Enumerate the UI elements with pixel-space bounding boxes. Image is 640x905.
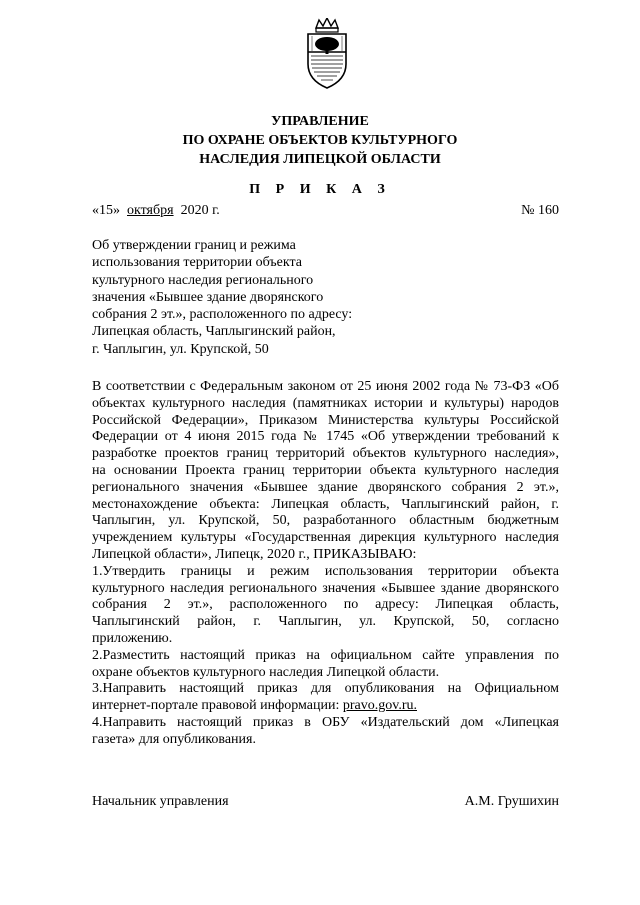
agency-title-line-3: НАСЛЕДИЯ ЛИПЕЦКОЙ ОБЛАСТИ [199,152,441,167]
order-body [92,379,559,749]
coat-of-arms-emblem [302,18,352,90]
subject-line: Об утверждении границ и режима [92,238,296,253]
body-line: 1.Утвердить границы и режим использования территории объекта [92,563,559,579]
body-line: объектах культурного наследия (памятниках истории и культуры) народов [92,395,559,411]
subject-line: использования территории объекта [92,255,302,271]
body-line: Федерации от 4 июня 2015 года № 1745 «Об утверждении требований к [92,429,559,445]
order-date-line [92,202,559,220]
order-day: «15» [92,203,120,218]
subject-line: г. Чаплыгин, ул. Крупской, 50 [92,341,269,357]
signer-name: А.М. Грушихин [464,794,559,809]
signature-block [92,793,559,811]
body-line: 4.Направить настоящий приказ в ОБУ «Издательский дом «Липецкая [92,714,559,730]
body-line: Чаплыгин, ул. Крупской, 50, разработанного областным бюджетным [92,513,559,529]
body-line: Российской Федерации», Приказом Министерства культуры Российской [92,412,559,428]
order-year: 2020 г. [180,203,220,218]
agency-title-line-2: ПО ОХРАНЕ ОБЪЕКТОВ КУЛЬТУРНОГО [182,133,458,148]
subject-line: Липецкая область, Чаплыгинский район, [92,324,336,340]
body-line: местонахождение объекта: Липецкая область, Чаплыгинский район, г. [92,496,559,512]
subject-line: собрания 2 эт.», расположенного по адресу: [92,307,353,323]
body-line-with-link [92,698,559,715]
order-subject [92,237,392,358]
pravo-gov-link[interactable]: pravo.gov.ru. [342,698,417,714]
order-title: П Р И К А З [249,182,391,197]
body-line-text: интернет-портале правовой информации: [92,698,340,714]
body-line: В соответствии с Федеральным законом от 25 июня 2002 года № 73-ФЗ «Об [92,379,559,394]
order-number: № 160 [521,203,559,218]
body-line: на основании Проекта границ территории объекта культурного наследия [92,462,559,478]
body-line: собрания 2 эт.», расположенного по адресу: Липецкая область, [92,597,559,613]
body-line: 2.Разместить настоящий приказ на официальном сайте управления по [92,647,559,663]
body-line: Чаплыгинский район, г. Чаплыгин, ул. Крупской, 50, согласно [92,614,559,630]
signer-position: Начальник управления [92,794,229,809]
body-line: разработке проектов границ территорий объектов культурного наследия», [92,446,559,462]
body-line: культурного наследия регионального значения «Бывшее здание дворянского [92,580,559,596]
body-line: учреждением культуры «Государственная дирекция культурного наследия [92,530,559,546]
body-line: приложению. [92,630,173,646]
body-line: Липецкой области», Липецк, 2020 г., ПРИКАЗЫВАЮ: [92,546,417,562]
subject-line: культурного наследия регионального [92,272,314,288]
order-month: октября [127,203,174,218]
body-line: регионального значения «Бывшее здание дворянского собрания 2 эт.», [92,479,559,495]
body-line: 3.Направить настоящий приказ для опубликования на Официальном [92,681,559,697]
body-line: газета» для опубликования. [92,731,256,747]
agency-title-line-1: УПРАВЛЕНИЕ [271,114,369,129]
subject-line: значения «Бывшее здание дворянского [92,289,324,305]
body-line: охране объектов культурного наследия Липецкой области. [92,664,440,680]
